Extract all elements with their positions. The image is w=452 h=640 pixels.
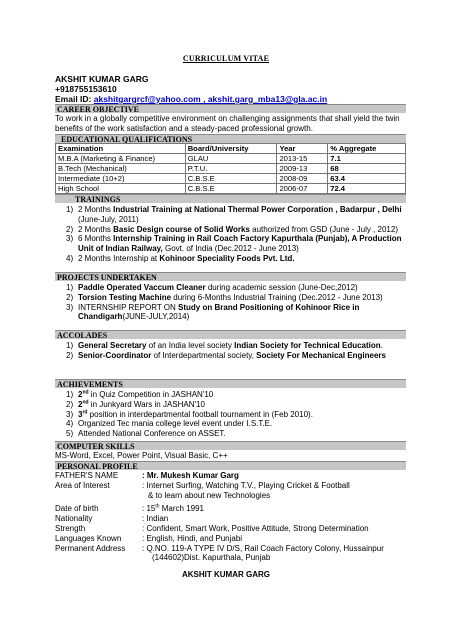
section-career-objective: CAREER OBJECTIVE — [55, 104, 406, 113]
item-bold-text: Senior-Coordinator — [78, 350, 152, 360]
profile-row-father — [55, 471, 406, 481]
accolades-list — [66, 341, 406, 361]
email-label: Email ID: — [55, 94, 94, 104]
projects-list — [66, 283, 406, 322]
item-text: 2 Months — [78, 205, 114, 214]
header-year: Year — [277, 144, 328, 154]
item-text: in Junkyard Wars in JASHAN'10 — [88, 399, 205, 409]
item-bold-text: Basic Design course of Solid Works — [113, 224, 250, 234]
list-item — [66, 283, 406, 293]
computer-skills-text: MS-Word, Excel, Power Point, Visual Basic, C++ — [55, 451, 228, 460]
list-number: 1) — [66, 341, 74, 350]
list-item — [66, 225, 406, 235]
profile-label: Area of Interest — [55, 480, 110, 490]
profile-row-interest-cont — [55, 491, 406, 501]
table-cell: P.T.U. — [185, 164, 277, 174]
section-projects: PROJECTS UNDERTAKEN — [55, 272, 406, 281]
table-cell: 7.1 — [328, 154, 406, 164]
list-number: 5) — [66, 429, 74, 439]
table-cell: 2008-09 — [277, 174, 328, 184]
item-text: authorized from GSD (June - July , 2012) — [249, 224, 398, 234]
profile-value: (144602)Dist. Kapurthala, Punjab — [152, 553, 271, 563]
profile-value: : Confident, Smart Work, Positive Attitude, Strong Determination — [142, 523, 369, 533]
item-text: during 6-Months Industrial Training (Dec.2012 - June 2013) — [171, 292, 383, 302]
section-achievements: ACHIEVEMENTS — [55, 379, 406, 388]
list-item — [66, 303, 406, 323]
list-number: 3) — [66, 302, 74, 312]
achievements-list — [66, 390, 406, 439]
ordinal-number: 3 — [78, 409, 83, 419]
footer-name: AKSHIT KUMAR GARG — [182, 570, 270, 579]
profile-row-dob — [55, 504, 406, 514]
item-text: in Quiz Competition in JASHAN'10 — [88, 390, 214, 399]
item-bold-text: Indian Society for Technical Education — [234, 341, 381, 350]
item-bold-text: General Secretary — [78, 341, 147, 350]
table-cell: High School — [56, 184, 186, 194]
profile-label: Nationality — [55, 514, 93, 524]
list-item — [66, 390, 406, 400]
profile-value: : English, Hindi, and Punjabi — [142, 533, 243, 543]
item-bold-text: Society For Mechanical Engineers — [256, 350, 386, 360]
list-number: 2) — [66, 399, 74, 409]
section-accolades: ACCOLADES — [55, 330, 406, 339]
profile-label: Languages Known — [55, 533, 122, 543]
list-number: 4) — [66, 253, 74, 263]
list-item — [66, 351, 406, 361]
list-number: 1) — [66, 390, 74, 399]
item-text: of Interdepartmental society, — [151, 350, 257, 360]
table-cell: 63.4 — [328, 174, 406, 184]
item-text: during academic session (June-Dec,2012) — [205, 283, 358, 292]
list-item — [66, 234, 406, 254]
item-text: (June-July, 2011) — [78, 214, 139, 224]
profile-label: FATHER'S NAME — [55, 471, 119, 480]
item-text: (JUNE-JULY,2014) — [122, 312, 190, 322]
profile-value: : Q.NO. 119-A TYPE IV D/S, Rail Coach Factory Colony, Hussainpur — [142, 543, 384, 553]
dob-suffix: th — [155, 503, 160, 510]
item-text: 2 Months — [78, 224, 114, 234]
list-item — [66, 341, 406, 351]
education-table — [55, 143, 406, 194]
section-computer-skills: COMPUTER SKILLS — [55, 441, 406, 450]
profile-row-interest — [55, 481, 406, 491]
item-text: Organized Tec mania college level event under I.S.T.E. — [78, 419, 273, 429]
list-number: 1) — [66, 205, 74, 214]
profile-value: & to learn about new Technologies — [148, 490, 271, 500]
section-trainings: TRAININGS — [55, 194, 406, 203]
profile-row-strength — [55, 524, 406, 534]
item-bold-text: Paddle Operated Vaccum Cleaner — [78, 283, 206, 292]
candidate-name: AKSHIT KUMAR GARG — [55, 74, 149, 84]
profile-row-address-cont — [55, 553, 406, 563]
item-text: Govt. of India (Dec.2012 - June 2013) — [162, 244, 299, 254]
dob-day: : 15 — [142, 504, 156, 514]
item-text: position in interdepartmental football tournament in (Feb 2010). — [87, 409, 313, 419]
item-text: 2 Months Internship at — [78, 253, 160, 263]
table-cell: M.B.A (Marketing & Finance) — [56, 154, 186, 164]
table-cell: C.B.S.E — [185, 184, 277, 194]
document-title: CURRICULUM VITAE — [182, 54, 270, 63]
profile-label: Date of birth — [55, 504, 99, 514]
item-bold-text: Industrial Training at National Thermal Power Corporation , Badarpur , Delhi — [113, 205, 402, 214]
section-personal-profile: PERSONAL PROFILE — [55, 461, 406, 470]
profile-label: Strength — [55, 523, 86, 533]
table-cell: 72.4 — [328, 184, 406, 194]
list-item — [66, 205, 406, 225]
table-row — [56, 174, 406, 184]
email-link[interactable]: akshitgargrcf@yahoo.com , akshit.garg_mba13@gla.ac.in — [93, 94, 328, 104]
ordinal-suffix: nd — [82, 399, 89, 406]
profile-row-languages — [55, 534, 406, 544]
list-item — [66, 293, 406, 303]
ordinal-suffix: rd — [82, 408, 88, 415]
personal-profile — [55, 471, 406, 563]
list-item — [66, 429, 406, 439]
section-education: EDUCATIONAL QUALIFICATIONS — [55, 134, 406, 143]
email-line — [55, 94, 327, 104]
table-cell: GLAU — [185, 154, 277, 164]
list-number: 3) — [66, 234, 74, 244]
table-row — [56, 184, 406, 194]
ordinal-number: 2 — [78, 399, 83, 409]
profile-value: : Mr. Mukesh Kumar Garg — [142, 471, 239, 480]
profile-label-empty — [55, 553, 142, 563]
list-number: 1) — [66, 283, 74, 292]
list-item — [66, 400, 406, 410]
career-objective-text: To work in a globally competitive environment on challenging assignments that shall yield the twin benefits of the work satisfaction and a steady-paced professional growth. — [55, 114, 400, 133]
list-number: 3) — [66, 409, 74, 419]
profile-value: : Internet Surfing, Watching T.V., Playing Cricket & Football — [142, 480, 350, 490]
profile-label-empty — [55, 491, 142, 501]
table-row — [56, 154, 406, 164]
table-cell: 68 — [328, 164, 406, 174]
ordinal-suffix: nd — [82, 389, 89, 396]
table-cell: 2013-15 — [277, 154, 328, 164]
list-number: 2) — [66, 350, 74, 360]
list-item — [66, 419, 406, 429]
item-text: INTERNSHIP REPORT ON — [78, 302, 179, 312]
item-bold-text: Torsion Testing Machine — [78, 292, 172, 302]
list-item — [66, 410, 406, 420]
table-cell: 2006-07 — [277, 184, 328, 194]
item-text: . — [380, 341, 383, 350]
phone-number: +918755153610 — [55, 84, 117, 94]
item-bold-text: Kohinoor Speciality Foods Pvt. Ltd. — [159, 253, 295, 263]
table-cell: Intermediate (10+2) — [56, 174, 186, 184]
profile-label: Permanent Address — [55, 543, 126, 553]
table-cell: C.B.S.E — [185, 174, 277, 184]
item-text: 6 Months — [78, 234, 114, 244]
trainings-list — [66, 205, 406, 264]
header-examination: Examination — [56, 144, 186, 154]
header-aggregate: % Aggregate — [328, 144, 406, 154]
table-cell: B.Tech (Mechanical) — [56, 164, 186, 174]
item-bold-text: Study on Brand Positioning of Kohinoor Rice in Chandigarh — [78, 302, 360, 322]
profile-value: : Indian — [142, 514, 169, 524]
ordinal-number: 2 — [78, 390, 83, 399]
table-cell: 2009-13 — [277, 164, 328, 174]
list-number: 2) — [66, 292, 74, 302]
item-text: of an India level society — [146, 341, 235, 350]
item-text: Attended National Conference on ASSET. — [78, 429, 226, 439]
dob-rest: March 1991 — [159, 504, 204, 514]
list-number: 2) — [66, 224, 74, 234]
list-number: 4) — [66, 419, 74, 429]
profile-row-address — [55, 544, 406, 554]
item-bold-text: Internship Training in Rail Coach Factory Kapurthala (Punjab), A Production Unit of Indian Railway, — [78, 234, 402, 254]
profile-value — [142, 504, 406, 514]
list-item — [66, 254, 406, 264]
education-header-row — [56, 144, 406, 154]
header-board: Board/University — [185, 144, 277, 154]
table-row — [56, 164, 406, 174]
profile-row-nationality — [55, 514, 406, 524]
